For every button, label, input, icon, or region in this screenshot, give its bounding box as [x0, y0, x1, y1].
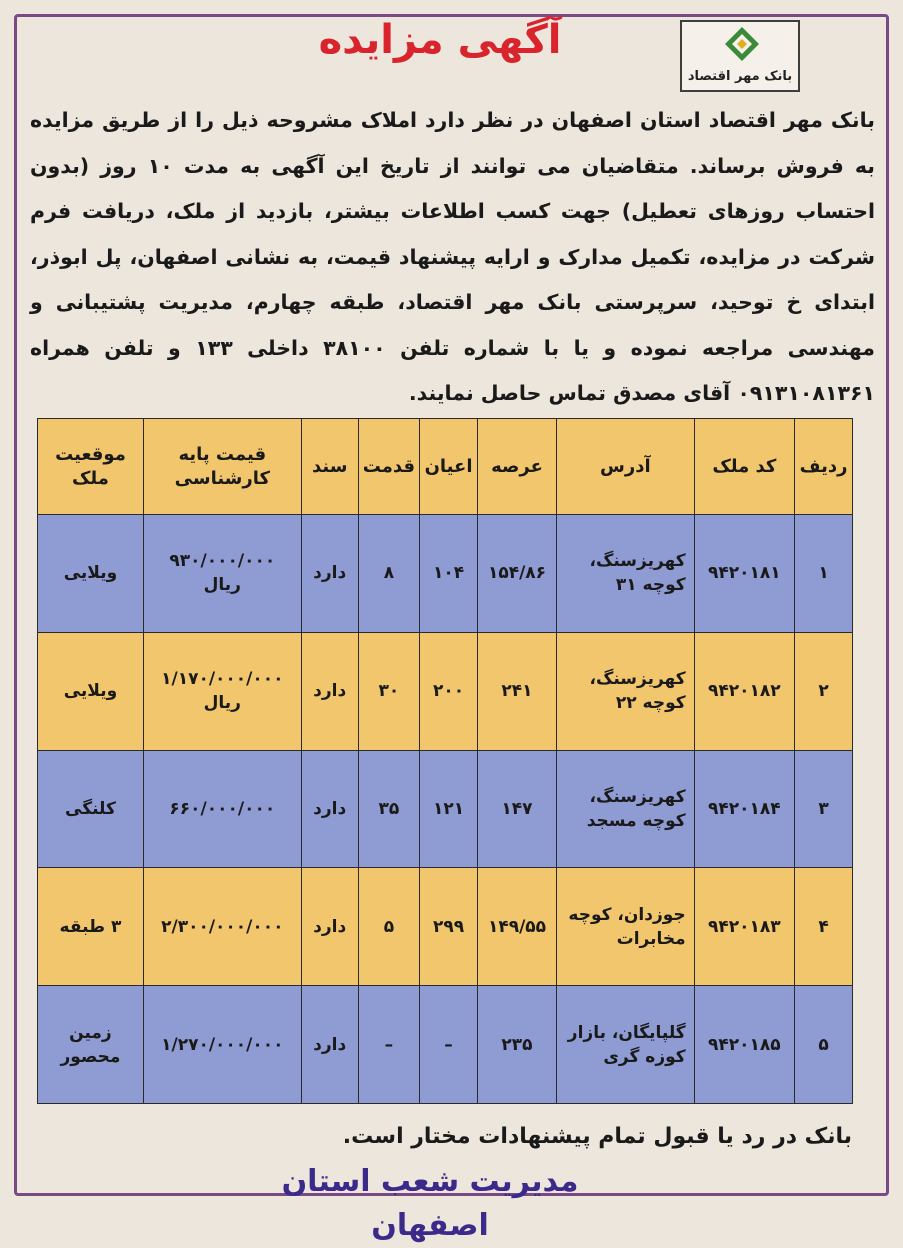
cell-deed: دارد — [301, 750, 358, 868]
cell-base-price: ۲/۳۰۰/۰۰۰/۰۰۰ — [143, 868, 301, 986]
cell-property-code: ۹۴۲۰۱۸۵ — [694, 986, 794, 1104]
properties-table — [37, 418, 853, 1104]
cell-deed: دارد — [301, 986, 358, 1104]
header-property-type: موقعیت ملک — [38, 419, 144, 515]
cell-land-area: ۱۵۴/۸۶ — [477, 515, 556, 633]
cell-building-area: ۲۹۹ — [420, 868, 478, 986]
table-row — [38, 868, 853, 986]
cell-land-area: ۱۴۷ — [477, 750, 556, 868]
cell-row-number: ۵ — [795, 986, 853, 1104]
cell-address: کهریزسنگ، کوچه ۳۱ — [557, 515, 695, 633]
cell-deed: دارد — [301, 868, 358, 986]
header-base-price: قیمت پایه کارشناسی — [143, 419, 301, 515]
header-address: آدرس — [557, 419, 695, 515]
signature: مدیریت شعب استان اصفهان — [281, 1164, 579, 1243]
cell-property-type: ویلایی — [38, 632, 144, 750]
cell-property-code: ۹۴۲۰۱۸۲ — [694, 632, 794, 750]
cell-property-type: زمین محصور — [38, 986, 144, 1104]
cell-age: – — [358, 986, 419, 1104]
cell-base-price: ۶۶۰/۰۰۰/۰۰۰ — [143, 750, 301, 868]
cell-row-number: ۲ — [795, 632, 853, 750]
header-age: قدمت — [358, 419, 419, 515]
cell-property-code: ۹۴۲۰۱۸۳ — [694, 868, 794, 986]
table-header-row — [38, 419, 853, 515]
cell-address: کهریزسنگ، کوچه مسجد — [557, 750, 695, 868]
cell-land-area: ۲۳۵ — [477, 986, 556, 1104]
table-row — [38, 632, 853, 750]
cell-building-area: ۲۰۰ — [420, 632, 478, 750]
header-building-area: اعیان — [420, 419, 478, 515]
cell-row-number: ۱ — [795, 515, 853, 633]
cell-row-number: ۴ — [795, 868, 853, 986]
page-title: آگهی مزایده — [318, 17, 562, 63]
cell-building-area: ۱۲۱ — [420, 750, 478, 868]
table-row — [38, 515, 853, 633]
cell-row-number: ۳ — [795, 750, 853, 868]
cell-property-type: ویلایی — [38, 515, 144, 633]
cell-property-type: ۳ طبقه — [38, 868, 144, 986]
cell-address: گلپایگان، بازار کوزه گری — [557, 986, 695, 1104]
cell-base-price: ۱/۱۷۰/۰۰۰/۰۰۰ ریال — [143, 632, 301, 750]
table-row — [38, 750, 853, 868]
logo-text: بانک مهر اقتصاد — [687, 69, 793, 84]
header-deed: سند — [301, 419, 358, 515]
cell-land-area: ۱۴۹/۵۵ — [477, 868, 556, 986]
footer-note: بانک در رد یا قبول تمام پیشنهادات مختار است. — [342, 1124, 852, 1149]
cell-age: ۳۵ — [358, 750, 419, 868]
cell-property-code: ۹۴۲۰۱۸۱ — [694, 515, 794, 633]
cell-address: جوزدان، کوچه مخابرات — [557, 868, 695, 986]
header-property-code: کد ملک — [694, 419, 794, 515]
cell-land-area: ۲۴۱ — [477, 632, 556, 750]
intro-paragraph: بانک مهر اقتصاد استان اصفهان در نظر دارد املاک مشروحه ذیل را از طریق مزایده به فروش برساند. متقاضیان می توانند از تاریخ این آگهی به مدت ۱۰ روز (بدون احتساب روزهای تعطیل) جهت کسب اطلاعات بیشتر، بازدید از ملک، دریافت فرم شرکت در مزایده، تکمیل مدارک و ارایه پیشنهاد قیمت، به نشانی اصفهان، پل ابوذر، ابتدای خ توحید، سرپرستی بانک مهر اقتصاد، طبقه چهارم، مدیریت پشتیبانی و مهندسی مراجعه نموده و یا با شماره تلفن ۳۸۱۰۰ داخلی ۱۳۳ و تلفن همراه ۰۹۱۳۱۰۸۱۳۶۱ آقای مصدق تماس حاصل نمایند. — [30, 108, 875, 405]
cell-age: ۵ — [358, 868, 419, 986]
cell-building-area: – — [420, 986, 478, 1104]
cell-age: ۸ — [358, 515, 419, 633]
bank-logo — [680, 20, 800, 92]
cell-building-area: ۱۰۴ — [420, 515, 478, 633]
cell-property-type: کلنگی — [38, 750, 144, 868]
header — [0, 0, 903, 95]
header-land-area: عرصه — [477, 419, 556, 515]
diamond-logo-icon — [724, 26, 760, 62]
cell-deed: دارد — [301, 632, 358, 750]
cell-base-price: ۱/۲۷۰/۰۰۰/۰۰۰ — [143, 986, 301, 1104]
table-row — [38, 986, 853, 1104]
header-row-number: ردیف — [795, 419, 853, 515]
cell-deed: دارد — [301, 515, 358, 633]
cell-base-price: ۹۳۰/۰۰۰/۰۰۰ ریال — [143, 515, 301, 633]
cell-address: کهریزسنگ، کوچه ۲۲ — [557, 632, 695, 750]
cell-age: ۳۰ — [358, 632, 419, 750]
cell-property-code: ۹۴۲۰۱۸۴ — [694, 750, 794, 868]
